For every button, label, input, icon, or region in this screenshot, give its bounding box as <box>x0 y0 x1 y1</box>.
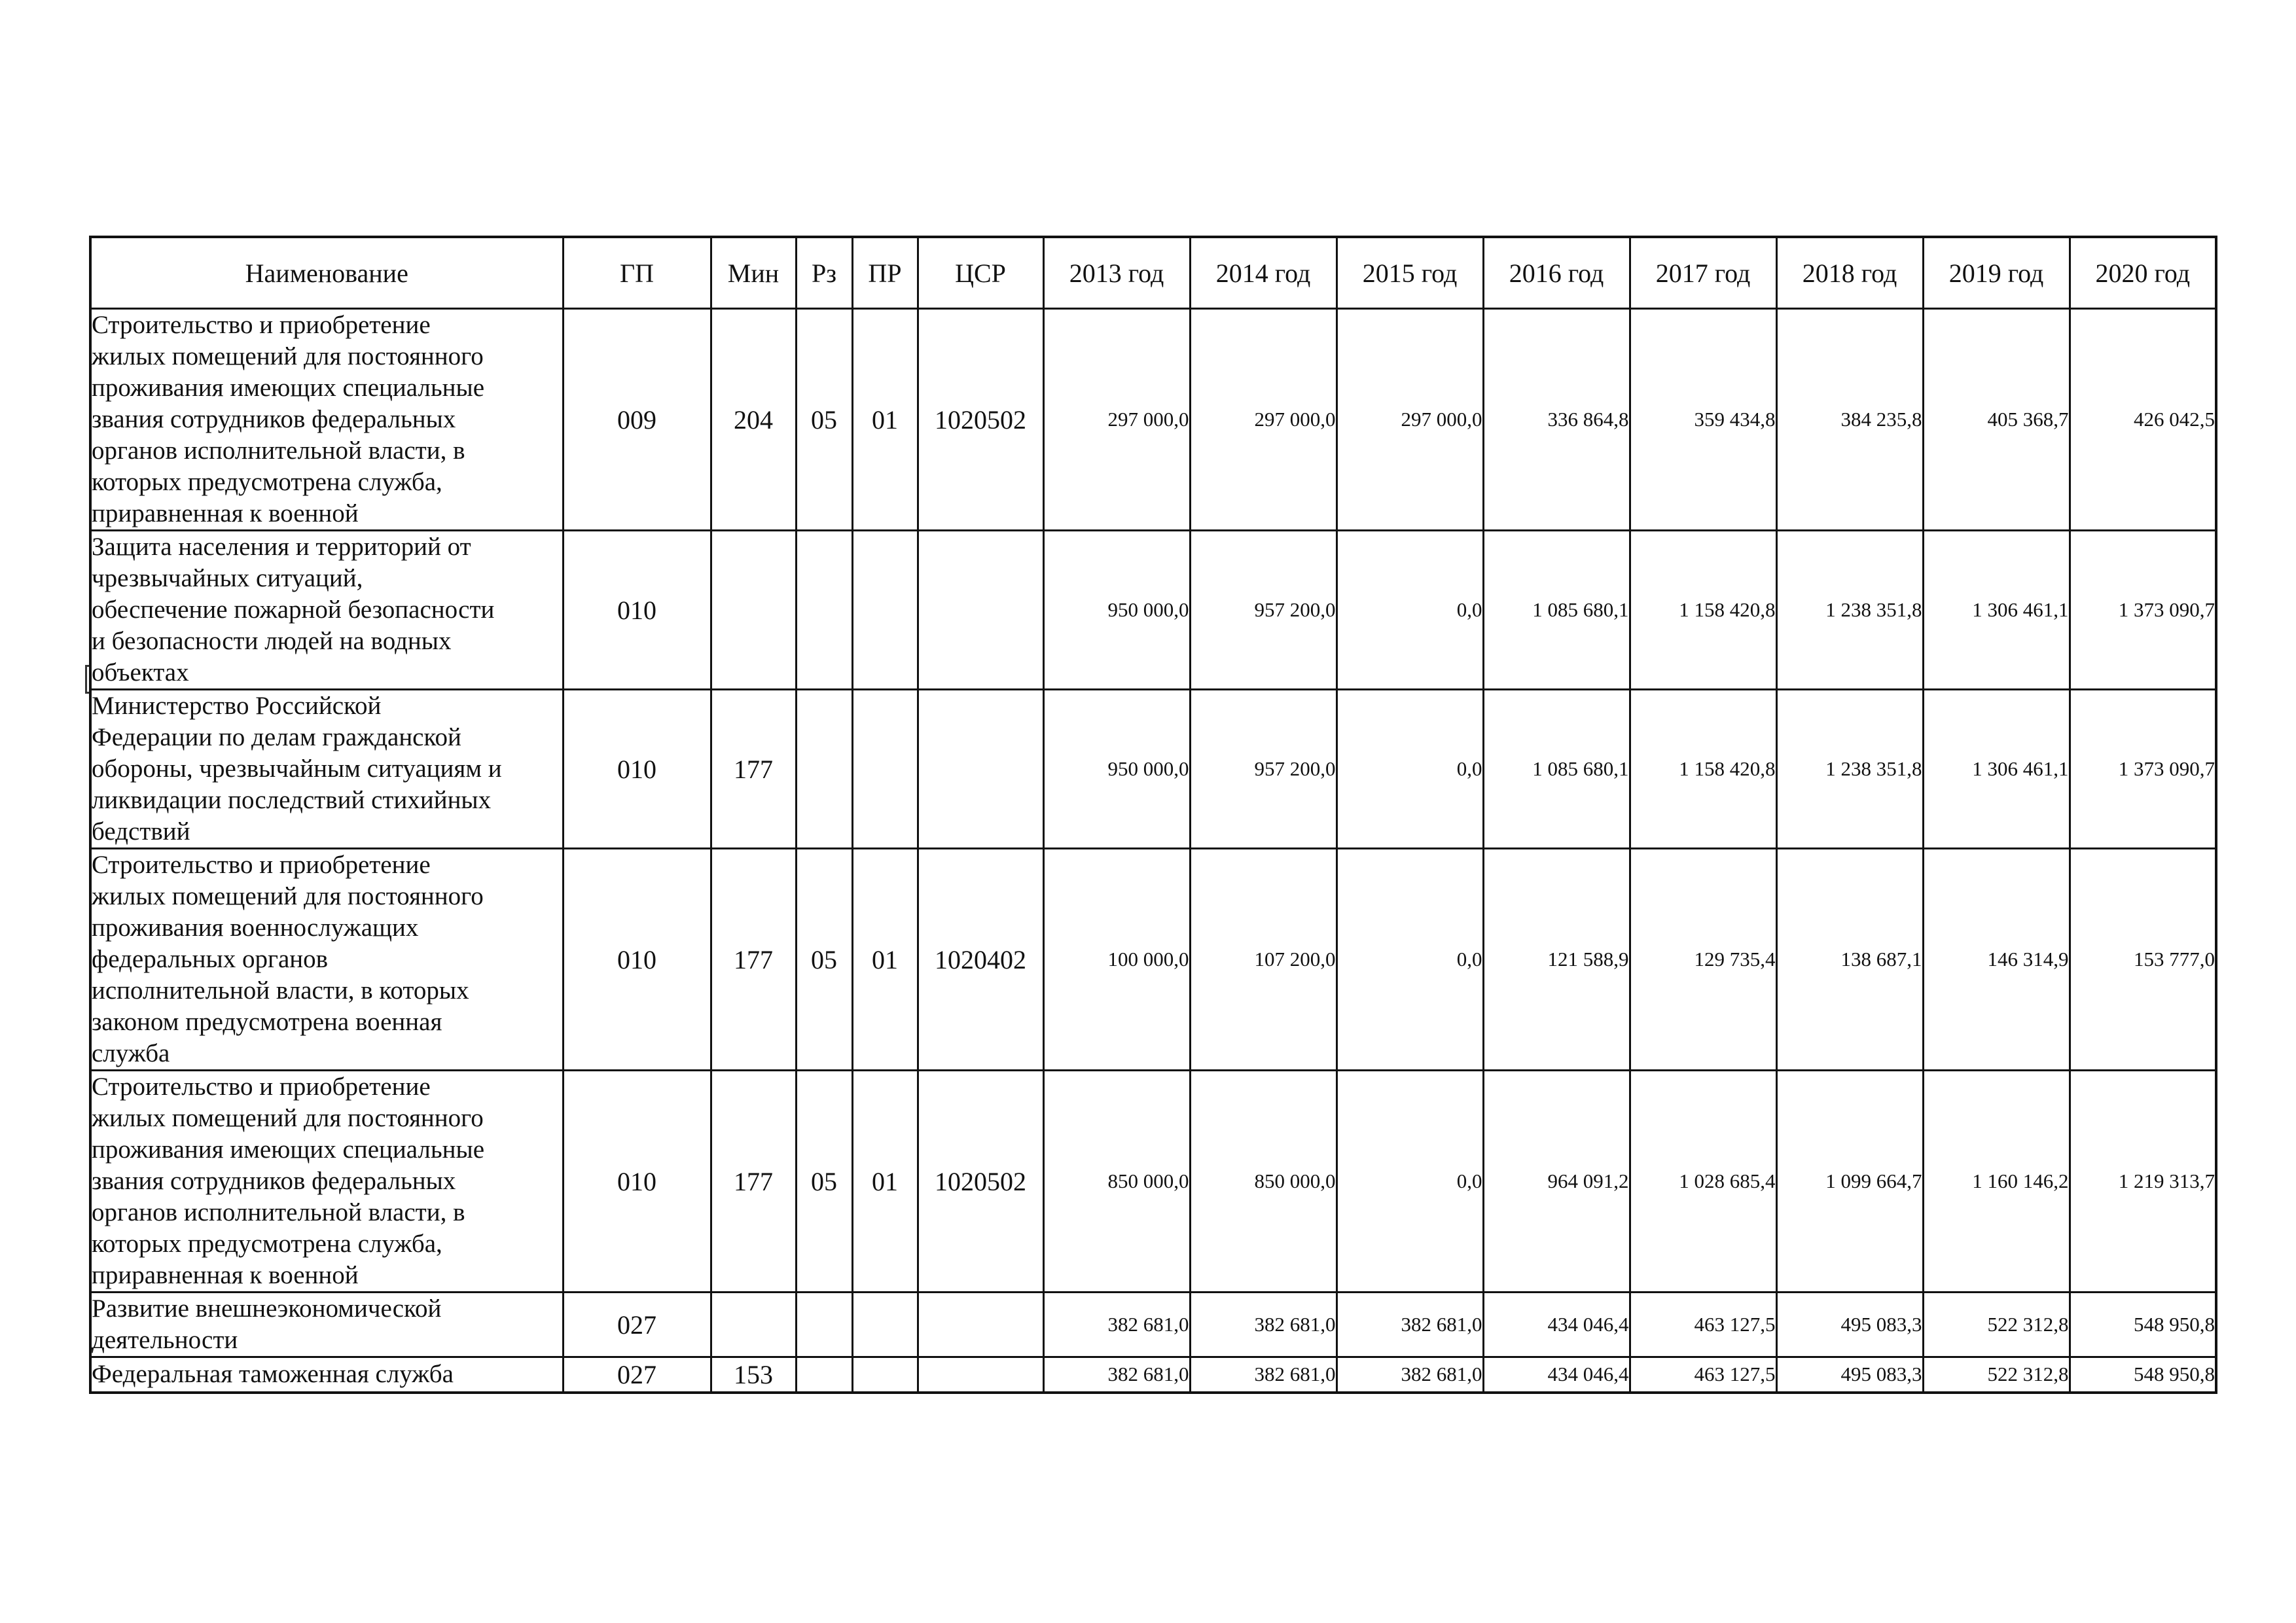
year-value-cell: 1 085 680,1 <box>1483 531 1630 690</box>
header-min: Мин <box>711 237 796 309</box>
gp-cell: 010 <box>563 531 711 690</box>
year-value-cell: 336 864,8 <box>1483 309 1630 531</box>
table-body <box>90 309 2216 1393</box>
year-value-cell: 1 158 420,8 <box>1630 531 1776 690</box>
min-cell: 177 <box>711 849 796 1071</box>
row-name-line: органов исполнительной власти, в <box>92 1198 465 1226</box>
year-value-cell: 382 681,0 <box>1336 1357 1483 1393</box>
year-value-cell: 0,0 <box>1336 1071 1483 1293</box>
header-year-2013: 2013 год <box>1043 237 1190 309</box>
min-cell: 177 <box>711 1071 796 1293</box>
year-value-cell: 153 777,0 <box>2070 849 2216 1071</box>
year-value-cell: 950 000,0 <box>1043 690 1190 849</box>
row-name-line: Защита населения и территорий от <box>92 533 471 561</box>
row-name-line: федеральных органов <box>92 945 329 973</box>
year-value-cell: 850 000,0 <box>1190 1071 1336 1293</box>
year-value-cell: 964 091,2 <box>1483 1071 1630 1293</box>
pr-cell <box>852 690 918 849</box>
year-value-cell: 522 312,8 <box>1923 1293 2070 1357</box>
row-name-line: служба <box>92 1039 170 1067</box>
row-name-line: законом предусмотрена военная <box>92 1008 442 1036</box>
year-value-cell: 0,0 <box>1336 690 1483 849</box>
min-cell: 204 <box>711 309 796 531</box>
gp-cell: 027 <box>563 1293 711 1357</box>
year-value-cell: 382 681,0 <box>1043 1293 1190 1357</box>
year-value-cell: 297 000,0 <box>1190 309 1336 531</box>
year-value-cell: 434 046,4 <box>1483 1357 1630 1393</box>
csr-cell: 1020402 <box>918 849 1043 1071</box>
year-value-cell: 1 099 664,7 <box>1776 1071 1923 1293</box>
header-year-2020: 2020 год <box>2070 237 2216 309</box>
year-value-cell: 850 000,0 <box>1043 1071 1190 1293</box>
rz-cell: 05 <box>796 309 852 531</box>
row-name-line: Федеральная таможенная служба <box>92 1360 454 1389</box>
min-cell <box>711 531 796 690</box>
table-row <box>90 690 2216 849</box>
row-name-line: обороны, чрезвычайным ситуациям и <box>92 755 502 783</box>
pr-cell: 01 <box>852 849 918 1071</box>
row-name-line: Министерство Российской <box>92 692 382 720</box>
header-year-2015: 2015 год <box>1336 237 1483 309</box>
year-value-cell: 957 200,0 <box>1190 531 1336 690</box>
year-value-cell: 382 681,0 <box>1043 1357 1190 1393</box>
row-name-line: чрезвычайных ситуаций, <box>92 564 363 592</box>
table-row <box>90 849 2216 1071</box>
row-name-line: Строительство и приобретение <box>92 851 431 879</box>
min-cell: 153 <box>711 1357 796 1393</box>
header-year-2014: 2014 год <box>1190 237 1336 309</box>
csr-cell: 1020502 <box>918 1071 1043 1293</box>
row-name-line: обеспечение пожарной безопасности <box>92 596 495 624</box>
row-name-line: проживания имеющих специальные <box>92 374 485 402</box>
year-value-cell: 382 681,0 <box>1336 1293 1483 1357</box>
row-name-line: проживания военнослужащих <box>92 914 419 942</box>
row-name-line: Строительство и приобретение <box>92 1073 431 1101</box>
row-name-line: объектах <box>92 658 189 687</box>
pr-cell: 01 <box>852 309 918 531</box>
row-name-line: Развитие внешнеэкономической <box>92 1294 442 1323</box>
header-rz: Рз <box>796 237 852 309</box>
year-value-cell: 138 687,1 <box>1776 849 1923 1071</box>
year-value-cell: 1 160 146,2 <box>1923 1071 2070 1293</box>
header-year-2018: 2018 год <box>1776 237 1923 309</box>
csr-cell <box>918 1357 1043 1393</box>
table-row <box>90 1293 2216 1357</box>
min-cell <box>711 1293 796 1357</box>
rz-cell: 05 <box>796 1071 852 1293</box>
year-value-cell: 1 373 090,7 <box>2070 531 2216 690</box>
csr-cell <box>918 690 1043 849</box>
year-value-cell: 0,0 <box>1336 849 1483 1071</box>
year-value-cell: 100 000,0 <box>1043 849 1190 1071</box>
gp-cell: 009 <box>563 309 711 531</box>
year-value-cell: 107 200,0 <box>1190 849 1336 1071</box>
row-name-line: исполнительной власти, в которых <box>92 976 469 1005</box>
row-name-line: Федерации по делам гражданской <box>92 723 461 751</box>
rz-cell <box>796 1293 852 1357</box>
rz-cell <box>796 690 852 849</box>
row-name-line: деятельности <box>92 1326 238 1354</box>
table-row <box>90 531 2216 690</box>
row-name-line: которых предусмотрена служба, <box>92 1230 442 1258</box>
year-value-cell: 297 000,0 <box>1336 309 1483 531</box>
year-value-cell: 0,0 <box>1336 531 1483 690</box>
header-year-2017: 2017 год <box>1630 237 1776 309</box>
year-value-cell: 463 127,5 <box>1630 1357 1776 1393</box>
row-name-line: проживания имеющих специальные <box>92 1135 485 1164</box>
row-name-cell <box>90 849 563 1071</box>
gp-cell: 010 <box>563 1071 711 1293</box>
row-name-line: приравненная к военной <box>92 499 359 527</box>
header-pr: ПР <box>852 237 918 309</box>
year-value-cell: 405 368,7 <box>1923 309 2070 531</box>
year-value-cell: 1 085 680,1 <box>1483 690 1630 849</box>
year-value-cell: 1 238 351,8 <box>1776 531 1923 690</box>
year-value-cell: 548 950,8 <box>2070 1293 2216 1357</box>
row-name-line: звания сотрудников федеральных <box>92 1167 456 1195</box>
header-row <box>90 237 2216 309</box>
csr-cell: 1020502 <box>918 309 1043 531</box>
pr-cell <box>852 531 918 690</box>
gp-cell: 027 <box>563 1357 711 1393</box>
budget-table <box>89 236 2217 1394</box>
row-name-line: и безопасности людей на водных <box>92 627 452 655</box>
year-value-cell: 129 735,4 <box>1630 849 1776 1071</box>
rz-cell: 05 <box>796 849 852 1071</box>
min-cell: 177 <box>711 690 796 849</box>
year-value-cell: 522 312,8 <box>1923 1357 2070 1393</box>
pr-cell: 01 <box>852 1071 918 1293</box>
year-value-cell: 382 681,0 <box>1190 1293 1336 1357</box>
table-row <box>90 309 2216 531</box>
year-value-cell: 121 588,9 <box>1483 849 1630 1071</box>
year-value-cell: 1 373 090,7 <box>2070 690 2216 849</box>
year-value-cell: 1 238 351,8 <box>1776 690 1923 849</box>
year-value-cell: 382 681,0 <box>1190 1357 1336 1393</box>
header-year-2016: 2016 год <box>1483 237 1630 309</box>
year-value-cell: 359 434,8 <box>1630 309 1776 531</box>
row-name-line: бедствий <box>92 817 190 846</box>
csr-cell <box>918 531 1043 690</box>
row-name-cell <box>90 531 563 690</box>
year-value-cell: 1 158 420,8 <box>1630 690 1776 849</box>
row-name-cell <box>90 309 563 531</box>
year-value-cell: 1 219 313,7 <box>2070 1071 2216 1293</box>
row-name-cell <box>90 1071 563 1293</box>
year-value-cell: 463 127,5 <box>1630 1293 1776 1357</box>
year-value-cell: 1 028 685,4 <box>1630 1071 1776 1293</box>
header-name: Наименование <box>90 237 563 309</box>
row-name-line: Строительство и приобретение <box>92 311 431 339</box>
year-value-cell: 434 046,4 <box>1483 1293 1630 1357</box>
gp-cell: 010 <box>563 690 711 849</box>
year-value-cell: 384 235,8 <box>1776 309 1923 531</box>
header-gp: ГП <box>563 237 711 309</box>
rz-cell <box>796 531 852 690</box>
table-row <box>90 1357 2216 1393</box>
pr-cell <box>852 1357 918 1393</box>
row-name-cell <box>90 690 563 849</box>
row-name-line: приравненная к военной <box>92 1261 359 1289</box>
header-csr: ЦСР <box>918 237 1043 309</box>
row-name-cell <box>90 1357 563 1393</box>
table-row <box>90 1071 2216 1293</box>
row-name-line: звания сотрудников федеральных <box>92 405 456 433</box>
row-name-line: которых предусмотрена служба, <box>92 468 442 496</box>
year-value-cell: 548 950,8 <box>2070 1357 2216 1393</box>
year-value-cell: 1 306 461,1 <box>1923 531 2070 690</box>
row-name-line: органов исполнительной власти, в <box>92 437 465 465</box>
year-value-cell: 495 083,3 <box>1776 1357 1923 1393</box>
year-value-cell: 495 083,3 <box>1776 1293 1923 1357</box>
year-value-cell: 297 000,0 <box>1043 309 1190 531</box>
csr-cell <box>918 1293 1043 1357</box>
row-name-line: жилых помещений для постоянного <box>92 342 484 370</box>
header-year-2019: 2019 год <box>1923 237 2070 309</box>
gp-cell: 010 <box>563 849 711 1071</box>
row-name-cell <box>90 1293 563 1357</box>
year-value-cell: 146 314,9 <box>1923 849 2070 1071</box>
row-name-line: жилых помещений для постоянного <box>92 882 484 910</box>
year-value-cell: 950 000,0 <box>1043 531 1190 690</box>
pr-cell <box>852 1293 918 1357</box>
rz-cell <box>796 1357 852 1393</box>
row-name-line: ликвидации последствий стихийных <box>92 786 492 814</box>
year-value-cell: 426 042,5 <box>2070 309 2216 531</box>
year-value-cell: 1 306 461,1 <box>1923 690 2070 849</box>
year-value-cell: 957 200,0 <box>1190 690 1336 849</box>
row-name-line: жилых помещений для постоянного <box>92 1104 484 1132</box>
